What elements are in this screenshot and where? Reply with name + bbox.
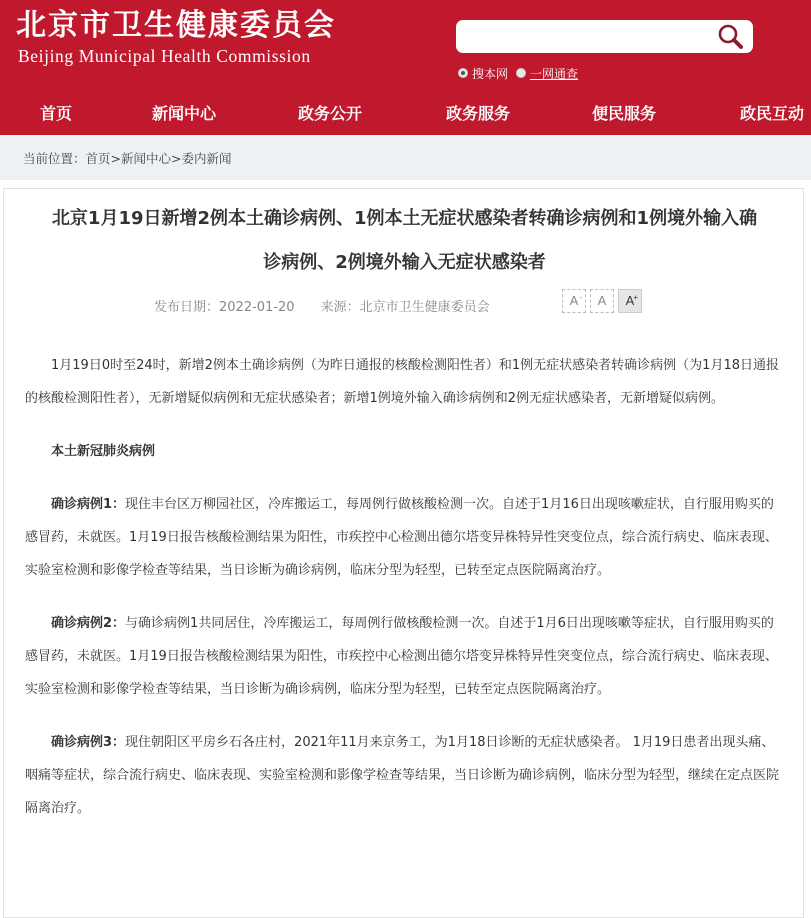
nav-item-gov-services[interactable]: 政务服务 (446, 104, 511, 123)
article-title-line-2: 诊病例、2例境外输入无症状感染者 (263, 252, 546, 273)
radio-label: 一网通查 (530, 66, 579, 81)
search-icon[interactable] (715, 23, 747, 50)
site-header (0, 0, 811, 135)
section-heading: 本土新冠肺炎病例 (51, 444, 156, 459)
intro-paragraph: 1月19日0时至24时，新增2例本土确诊病例（为昨日通报的核酸检测阳性者）和1例无症状感染者转确诊病例（为1月18日通报的核酸检测阳性者），无新增疑似病例和无症状感染者；新增1例境外输入确诊病例和2例无症状感染者，无新增疑似病例。 (25, 358, 779, 406)
font-default-button[interactable]: A (590, 289, 614, 313)
radio-unchecked-icon[interactable] (516, 68, 526, 78)
main-nav (0, 95, 811, 135)
nav-item-news-center[interactable]: 新闻中心 (152, 104, 217, 123)
breadcrumb-commission-news[interactable]: 委内新闻 (181, 151, 232, 166)
case-paragraph (25, 607, 785, 706)
article (3, 188, 804, 918)
case-text: 现住朝阳区平房乡石各庄村，2021年11月来京务工，为1月18日诊断的无症状感染者。 1月19日患者出现头痛、咽痛等症状，综合流行病史、临床表现、实验室检测和影像学检查等结果，当日诊断为确诊病例，临床分型为轻型，继续在定点医院隔离治疗。 (25, 735, 780, 816)
font-decrease-button[interactable]: A - (562, 289, 586, 313)
radio-checked-icon[interactable] (458, 68, 468, 78)
radio-search-all[interactable] (516, 65, 578, 82)
nav-item-interaction[interactable]: 政民互动 (740, 104, 805, 123)
case-label: 确诊病例2： (51, 616, 126, 631)
font-increase-button[interactable]: A + (618, 289, 642, 313)
radio-label: 搜本网 (472, 66, 509, 81)
case-label: 确诊病例3： (51, 735, 126, 750)
article-title-line-1: 北京1月19日新增2例本土确诊病例、1例本土无症状感染者转确诊病例和1例境外输入确 (51, 208, 758, 229)
radio-search-site[interactable] (458, 65, 508, 82)
breadcrumb-separator: > (171, 151, 182, 166)
search-scope (458, 63, 586, 83)
logo-english[interactable]: Beijing Municipal Health Commission (18, 46, 311, 66)
article-body (25, 349, 785, 845)
article-source: 来源：北京市卫生健康委员会 (320, 300, 490, 315)
nav-item-public-services[interactable]: 便民服务 (592, 104, 657, 123)
search-box (456, 20, 753, 53)
case-text: 与确诊病例1共同居住，冷库搬运工，每周例行做核酸检测一次。自述于1月6日出现咳嗽等症状，自行服用购买的感冒药，未就医。1月19日报告核酸检测结果为阳性，市疾控中心检测出德尔塔变异株特异性突变位点，综合流行病史、临床表现、实验室检测和影像学检查等结果，当日诊断为确诊病例，临床分型为轻型，已转至定点医院隔离治疗。 (25, 616, 778, 697)
breadcrumb-bar (0, 135, 811, 180)
case-paragraph (25, 488, 785, 587)
case-label: 确诊病例1： (51, 497, 126, 512)
nav-item-gov-affairs-open[interactable]: 政务公开 (298, 104, 363, 123)
breadcrumb (23, 149, 232, 167)
font-size-controls (562, 289, 646, 313)
logo-chinese[interactable]: 北京市卫生健康委员会 (16, 8, 336, 43)
breadcrumb-home[interactable]: 首页 (85, 151, 111, 166)
breadcrumb-news-center[interactable]: 新闻中心 (121, 151, 172, 166)
nav-item-home[interactable]: 首页 (40, 104, 73, 123)
search-input[interactable] (466, 24, 710, 50)
breadcrumb-separator: > (110, 151, 122, 166)
article-meta (154, 296, 516, 315)
case-paragraph (25, 726, 785, 825)
publish-date: 发布日期：2022-01-20 (154, 300, 295, 315)
case-text: 现住丰台区万柳园社区，冷库搬运工，每周例行做核酸检测一次。自述于1月16日出现咳嗽症状，自行服用购买的感冒药，未就医。1月19日报告核酸检测结果为阳性，市疾控中心检测出德尔塔变异株特异性突变位点，综合流行病史、临床表现、实验室检测和影像学检查等结果，当日诊断为确诊病例，临床分型为轻型，已转至定点医院隔离治疗。 (25, 497, 778, 578)
breadcrumb-prefix: 当前位置： (23, 151, 86, 166)
